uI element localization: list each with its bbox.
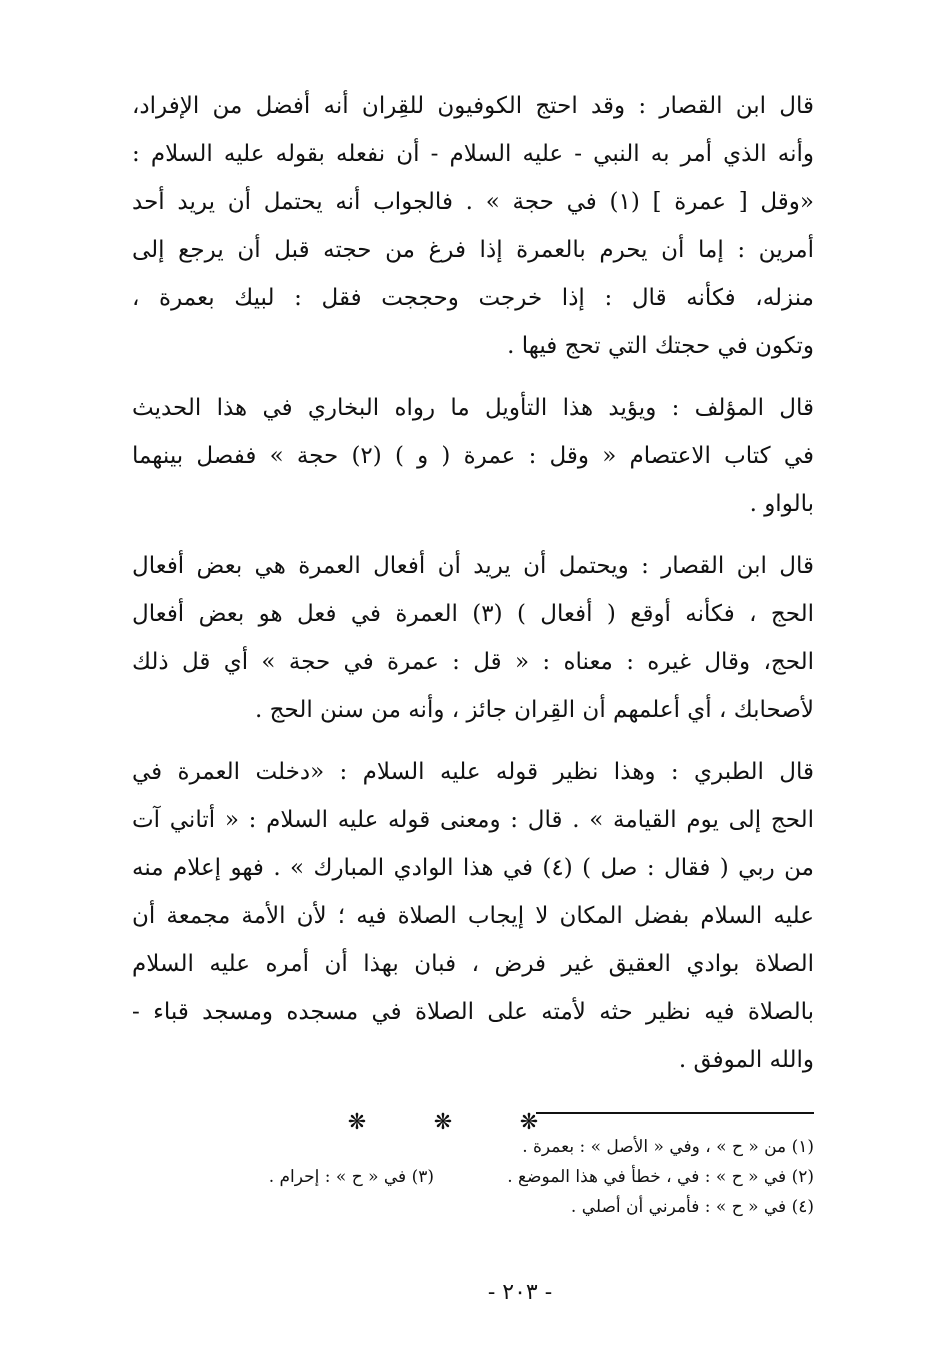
text-line: والله الموفق . (678, 1047, 814, 1073)
text-line: قال المؤلف : ويؤيد هذا التأويل ما رواه البخاري في هذا الحديث (132, 395, 814, 421)
footnote-1: (١) من « ح » ، وفي « الأصل » : بعمرة . (522, 1137, 814, 1157)
text-line: من ربي ( فقال : صل ) (٤) في هذا الوادي المبارك » . فهو إعلام منه (132, 855, 814, 881)
text-line: «وقل [ عمرة ] (١) في حجة » . فالجواب أنه يحتمل أن يريد أحد (132, 189, 814, 215)
footnote-3: (٣) في « ح » : إحرام . (268, 1167, 434, 1187)
main-text (132, 82, 814, 1135)
text-line: قال ابن القصار : وقد احتج الكوفيون للقِران أنه أفضل من الإفراد، (132, 93, 814, 119)
text-line: الحج إلى يوم القيامة » . قال : ومعنى قوله عليه السلام : « أتاني آت (132, 807, 814, 833)
footnotes (124, 1132, 814, 1222)
text-line: بالواو . (749, 491, 814, 517)
paragraph-2 (132, 384, 814, 528)
text-line: قال ابن القصار : ويحتمل أن يريد أن أفعال العمرة هي بعض أفعال (132, 553, 814, 579)
page-number: - ٢٠٣ - (487, 1280, 553, 1305)
text-line: أمرين : إما أن يحرم بالعمرة إذا فرغ من حجته قبل أن يرجع إلى (132, 237, 814, 263)
star-ornament-icon: ❋ (347, 1110, 427, 1135)
text-line: الحج ، فكأنه أوقع ( أفعال ) (٣) العمرة في فعل هو بعض أفعال (132, 601, 814, 627)
text-line: منزله، فكأنه قال : إذا خرجت وحججت فقل : لبيك بعمرة ، (132, 285, 814, 311)
paragraph-1 (132, 82, 814, 370)
text-line: بالصلاة فيه نظير حثه لأمته على الصلاة في مسجده ومسجد قباء - (132, 999, 814, 1025)
star-ornament-icon: ❋ (519, 1110, 599, 1135)
footnote-row (124, 1192, 814, 1222)
footnote-row (124, 1162, 814, 1192)
text-line: الحج، وقال غيره : معناه : « قل : عمرة في حجة » أي قل ذلك (132, 649, 814, 675)
text-line: لأصحابك ، أي أعلمهم أن القِران جائز ، وأنه من سنن الحج . (255, 697, 814, 723)
paragraph-3 (132, 542, 814, 734)
footnote-2: (٢) في « ح » : في ، خطأ في هذا الموضع . (507, 1167, 814, 1187)
star-ornament-icon: ❋ (433, 1110, 513, 1135)
footnote-divider (536, 1112, 814, 1114)
text-line: عليه السلام بفضل المكان لا إيجاب الصلاة فيه ؛ لأن الأمة مجمعة أن (132, 903, 814, 929)
text-line: في كتاب الاعتصام « وقل : عمرة ( و ) (٢) حجة » ففصل بينهما (132, 443, 814, 469)
text-line: وتكون في حجتك التي تحج فيها . (507, 333, 814, 359)
text-line: وأنه الذي أمر به النبي - عليه السلام - أن نفعله بقوله عليه السلام : (132, 141, 814, 167)
text-line: الصلاة بوادي العقيق غير فرض ، فبان بهذا أن أمره عليه السلام (132, 951, 814, 977)
footnote-row (124, 1132, 814, 1162)
text-line: قال الطبري : وهذا نظير قوله عليه السلام : «دخلت العمرة في (132, 759, 814, 785)
paragraph-4 (132, 748, 814, 1084)
footnote-4: (٤) في « ح » : فأمرني أن أصلي . (570, 1197, 814, 1217)
